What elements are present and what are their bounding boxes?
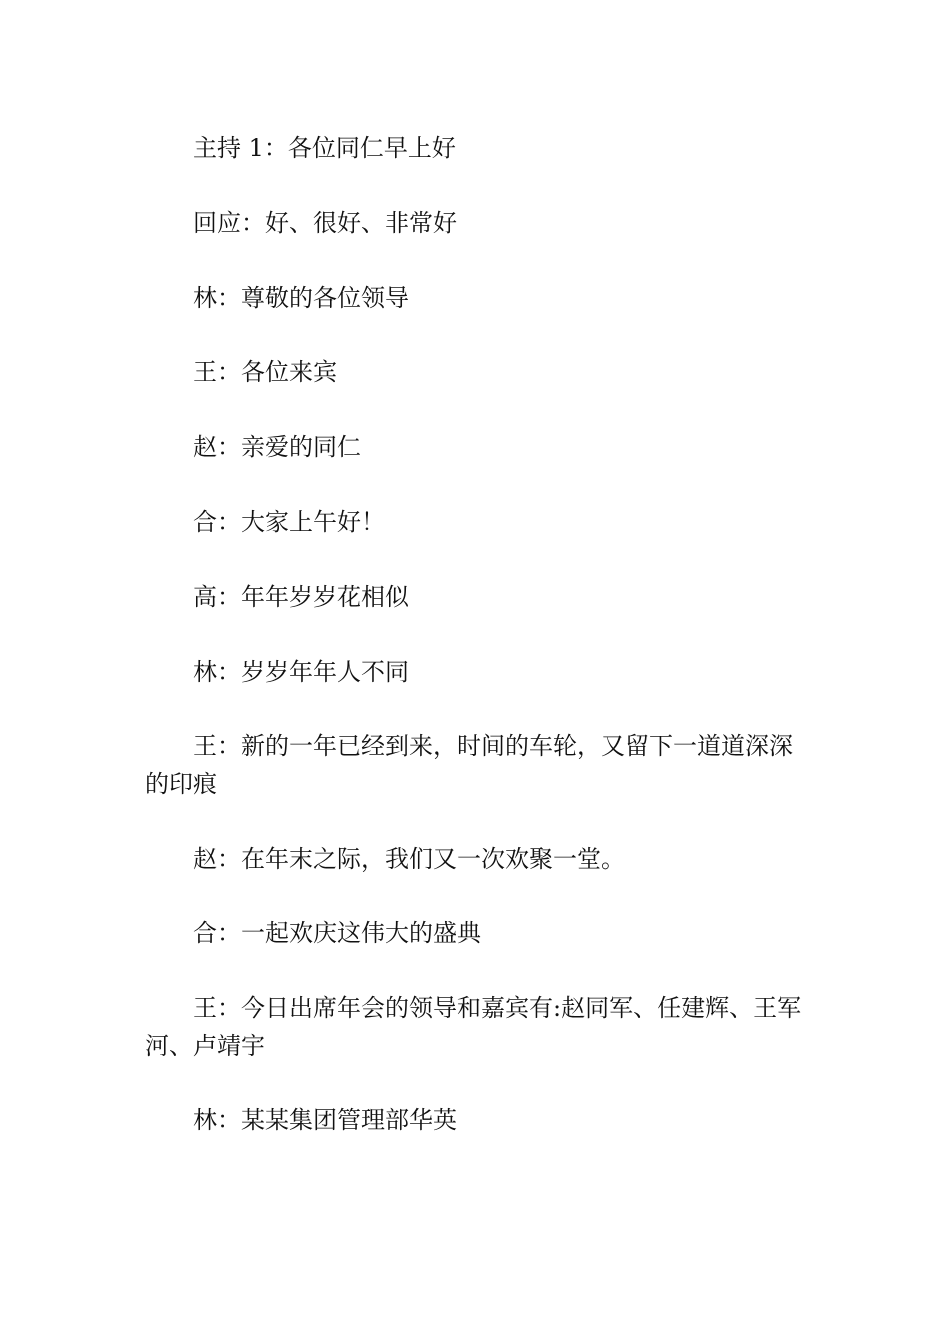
paragraph: 赵：亲爱的同仁 (193, 433, 361, 462)
paragraph: 王：新的一年已经到来，时间的车轮，又留下一道道深深的印痕 (145, 732, 793, 798)
paragraph: 林：尊敬的各位领导 (193, 283, 409, 312)
document-body (145, 130, 810, 1177)
paragraph: 合：大家上午好！ (193, 507, 385, 536)
paragraph: 林：某某集团管理部华英 (193, 1106, 457, 1135)
paragraph: 王：各位来宾 (193, 358, 337, 387)
paragraph: 王：今日出席年会的领导和嘉宾有:赵同军、任建辉、王军河、卢靖宇 (145, 994, 802, 1060)
paragraph: 赵：在年末之际，我们又一次欢聚一堂。 (193, 844, 625, 873)
paragraph: 高：年年岁岁花相似 (193, 582, 409, 611)
paragraph: 林：岁岁年年人不同 (193, 657, 409, 686)
paragraph: 主持 1：各位同仁早上好 (193, 134, 456, 162)
paragraph: 回应：好、很好、非常好 (193, 208, 457, 237)
paragraph: 合：一起欢庆这伟大的盛典 (193, 919, 481, 948)
